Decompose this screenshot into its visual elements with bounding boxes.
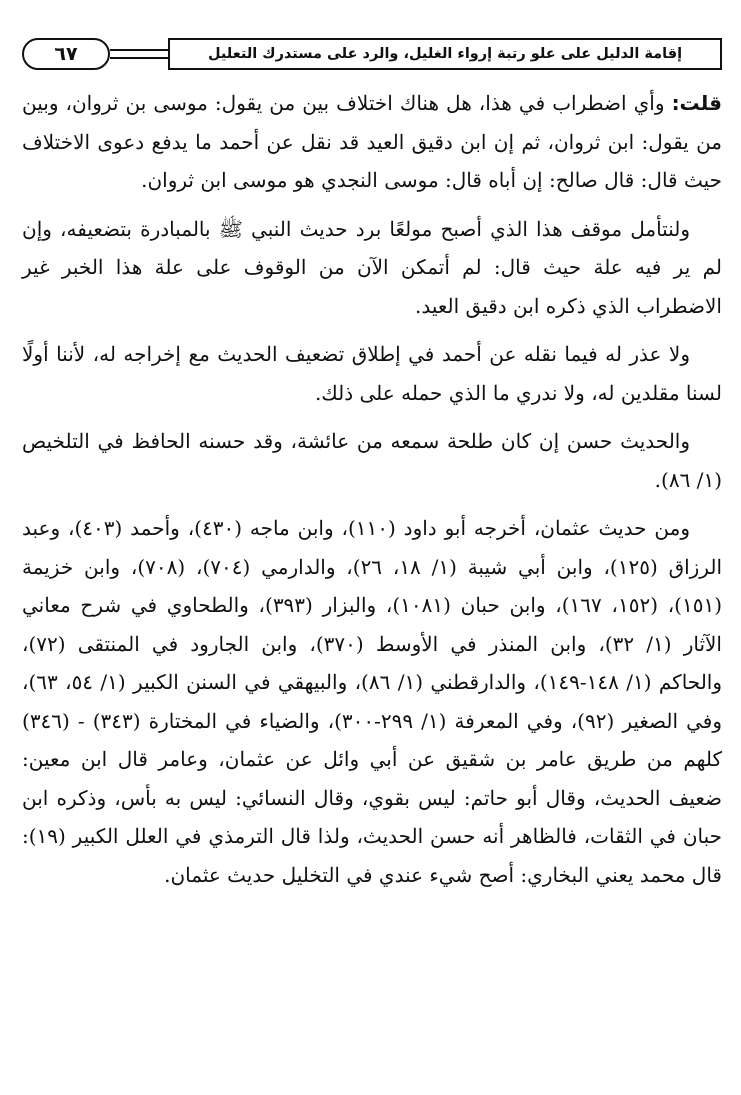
paragraph-lead: قلت: [671, 91, 722, 115]
page-body [22, 84, 722, 894]
running-title: إقامة الدليل على علو رتبة إرواء الغليل، والرد على مستدرك التعليل [168, 38, 722, 70]
paragraph-4: والحديث حسن إن كان طلحة سمعه من عائشة، وقد حسنه الحافظ في التلخيص (١/ ٨٦). [22, 429, 722, 492]
header-divider [110, 49, 170, 59]
paragraph-3: ولا عذر له فيما نقله عن أحمد في إطلاق تضعيف الحديث مع إخراجه له، لأننا أولًا لسنا مقلدين له، ولا ندري ما الذي حمله على ذلك. [22, 342, 722, 405]
paragraph-2: ولنتأمل موقف هذا الذي أصبح مولعًا برد حديث النبي ﷺ بالمبادرة بتضعيفه، وإن لم ير فيه علة حيث قال: لم أتمكن الآن من الوقوف على علة هذا الخبر غير الاضطراب الذي ذكره ابن دقيق العيد. [22, 216, 722, 318]
page-number: ٦٧ [22, 38, 110, 70]
paragraph-5: ومن حديث عثمان، أخرجه أبو داود (١١٠)، وابن ماجه (٤٣٠)، وأحمد (٤٠٣)، وعبد الرزاق (١٢٥)، وابن أبي شيبة (١/ ١٨، ٢٦)، والدارمي (٧٠٤)، (٧٠٨)، وابن خزيمة (١٥١)، (١٥٢، ١٦٧)، وابن حبان (١٠٨١)، والبزار (٣٩٣)، والطحاوي في شرح معاني الآثار (١/ ٣٢)، وابن المنذر في الأوسط (٣٧٠)، وابن الجارود في المنتقى (٧٢)، والحاكم (١/ ١٤٨-١٤٩)، والدارقطني (١/ ٨٦)، والبيهقي في السنن الكبير (١/ ٥٤، ٦٣)، وفي الصغير (٩٢)، وفي المعرفة (١/ ٢٩٩-٣٠٠)، والضياء في المختارة (٣٤٣) - (٣٤٦) كلهم من طريق عامر بن شقيق عن أبي وائل عن عثمان، وعامر قال ابن معين: ضعيف الحديث، وقال أبو حاتم: ليس بقوي، وقال النسائي: ليس به بأس، وذكره ابن حبان في الثقات، فالظاهر أنه حسن الحديث، ولذا قال الترمذي في العلل الكبير (١٩): قال محمد يعني البخاري: أصح شيء عندي في التخليل حديث عثمان. [22, 516, 723, 887]
paragraph-text: وأي اضطراب في هذا، هل هناك اختلاف بين من يقول: موسى بن ثروان، وبين من يقول: ابن ثروان، ثم إن ابن دقيق العيد قد نقل عن أحمد ما يدفع دعوى الاختلاف حيث قال: قال صالح: إن أباه قال: موسى النجدي هو موسى ابن ثروان. [22, 91, 722, 192]
page-header [22, 38, 722, 72]
paragraph-1 [22, 84, 722, 200]
